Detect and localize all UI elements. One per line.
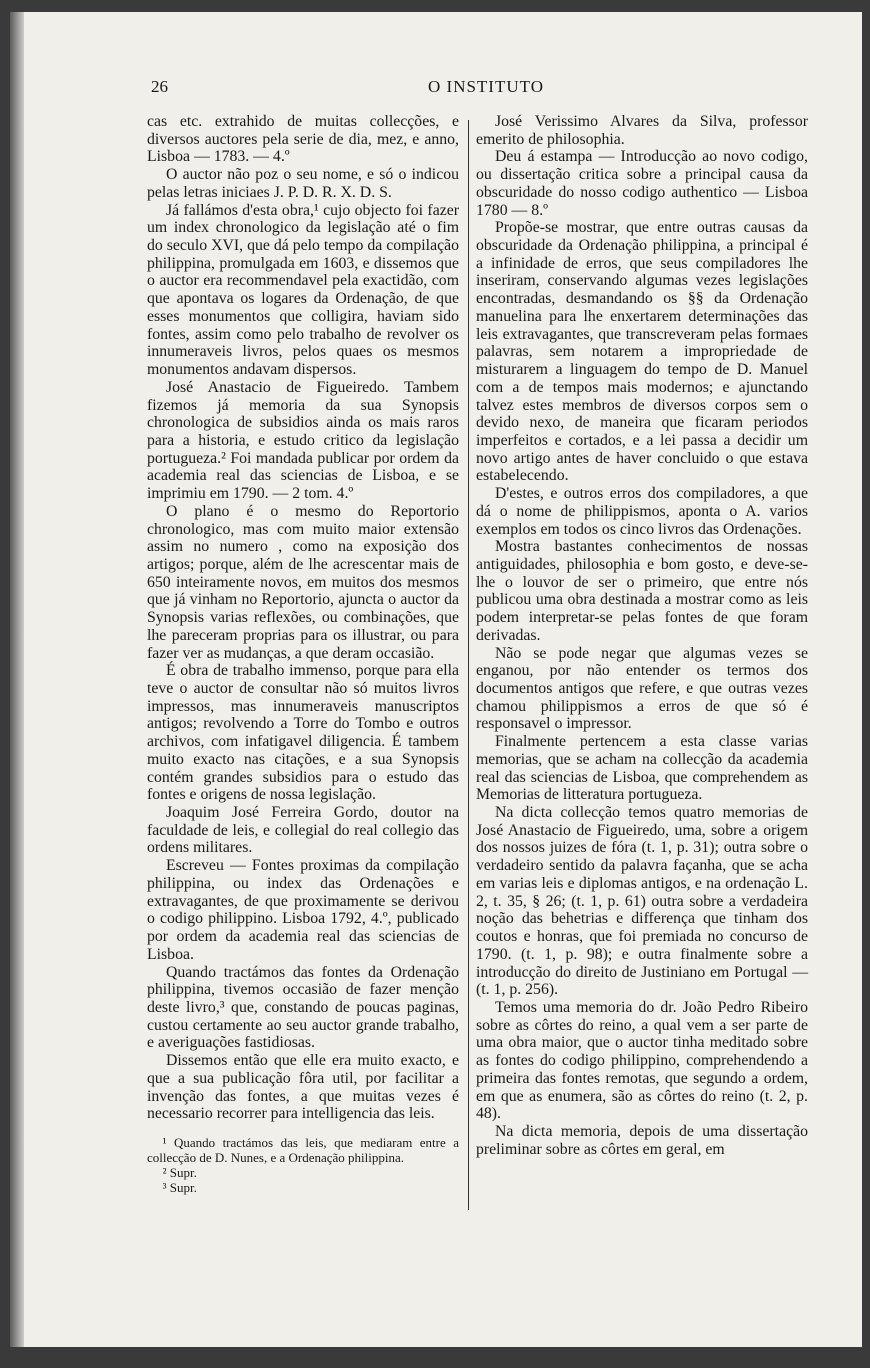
paragraph: cas etc. extrahido de muitas collecções, e diversos auctores pela serie de dia, mez, e anno, Lisboa — 1783. — 4.º xyxy=(147,113,459,166)
paragraph: Deu á estampa — Introducção ao novo codigo, ou dissertação critica sobre a principal causa da obscuridade do nosso codigo authentico — Lisboa 1780 — 8.º xyxy=(476,148,808,219)
left-column xyxy=(147,113,459,1195)
page-number: 26 xyxy=(151,77,168,96)
paragraph: José Verissimo Alvares da Silva, professor emerito de philosophia. xyxy=(476,113,808,148)
paragraph: O auctor não poz o seu nome, e só o indicou pelas letras iniciaes J. P. D. R. X. D. S. xyxy=(147,166,459,201)
paragraph: É obra de trabalho immenso, porque para ella teve o auctor de consultar não só muitos livros impressos, mas innumeraveis manuscriptos antigos; revolvendo a Torre do Tombo e outros archivos, com infatigavel diligencia. É tambem muito exacto nas citações, e a sua Synopsis contém grandes subsidios para o estudo das fontes e origens de nossa legislação. xyxy=(147,662,459,804)
paragraph: Quando tractámos das fontes da Ordenação philippina, tivemos occasião de fazer menção deste livro,³ que, constando de poucas paginas, custou certamente ao seu auctor grande trabalho, e averiguações fastidiosas. xyxy=(147,963,459,1052)
paragraph: Não se pode negar que algumas vezes se enganou, por não entender os termos dos documentos antigos que refere, e que outras vezes chamou philippismos a erros de que só é responsavel o impressor. xyxy=(476,644,808,733)
footnote: ³ Supr. xyxy=(162,1179,197,1195)
paragraph: O plano é o mesmo do Reportorio chronologico, mas com muito maior extensão assim no numero , como na exposição dos artigos; porque, além de lhe acrescentar mais de 650 inteiramente novos, em muitos dos mesmos que já vinham no Reportorio, ajuncta o auctor da Synopsis varias reflexões, ou combinações, que lhe pareceram proprias para os illustrar, ou para fazer ver as mudanças, a que deram occasião. xyxy=(147,502,459,662)
footnotes xyxy=(147,1135,459,1195)
paragraph: Na dicta collecção temos quatro memorias de José Anastacio de Figueiredo, uma, sobre a origem dos nossos juizes de fóra (t. 1, p. 31); outra sobre o verdadeiro sentido da palavra façanha, que se acha em varias leis e diplomas antigos, e na ordenação L. 2, t. 35, § 26; (t. 1, p. 61) outra sobre a verdadeira noção das behetrias e differença que tinham dos coutos e honras, que foi premiada no concurso de 1790. (t. 1, p. 98); e outra finalmente sobre a introducção do direito de Justiniano em Portugal — (t. 1, p. 256). xyxy=(476,804,808,999)
footnote: ¹ Quando tractámos das leis, que mediaram entre a collecção de D. Nunes, e a Ordenação philippina. xyxy=(147,1134,459,1165)
paragraph: Mostra bastantes conhecimentos de nossas antiguidades, philosophia e bom gosto, e deve-se-lhe o louvor de ser o primeiro, que entre nós publicou uma obra destinada a mostrar como as leis podem interpretar-se pelas fontes de que foram derivadas. xyxy=(476,538,808,644)
running-title: O INSTITUTO xyxy=(428,77,544,96)
paragraph: Finalmente pertencem a esta classe varias memorias, que se acham na collecção da academia real das sciencias de Lisboa, que comprehendem as Memorias de litteratura portugueza. xyxy=(476,733,808,804)
paragraph: José Anastacio de Figueiredo. Tambem fizemos já memoria da sua Synopsis chronologica de subsidios ainda os mais raros para a historia, e estudo critico da legislação portugueza.² Foi mandada publicar por ordem da academia real das sciencias de Lisboa, e se imprimiu em 1790. — 2 tom. 4.º xyxy=(147,378,459,503)
paragraph: Joaquim José Ferreira Gordo, doutor na faculdade de leis, e collegial do real collegio das ordens militares. xyxy=(147,804,459,857)
paragraph: D'estes, e outros erros dos compiladores, a que dá o nome de philippismos, aponta o A. varios exemplos em todos os cinco livros das Ordenações. xyxy=(476,485,808,538)
column-rule xyxy=(468,120,469,1210)
paragraph: Já fallámos d'esta obra,¹ cujo objecto foi fazer um index chronologico da legislação até o fim do seculo XVI, que dá pelo tempo da compilação philippina, promulgada em 1603, e dissemos que o auctor era recommendavel pela exactidão, com que apontava os logares da Ordenação, de que esses monumentos que colligira, haviam sido fontes, assim como pelo trabalho de revolver os innumeraveis livros, pelos quaes os mesmos monumentos andavam dispersos. xyxy=(147,201,459,379)
paragraph: Dissemos então que elle era muito exacto, e que a sua publicação fôra util, por facilitar a invenção das fontes, a que muitas vezes é necessario recorrer para intelligencia das leis. xyxy=(147,1052,459,1123)
paragraph: Escreveu — Fontes proximas da compilação philippina, ou index das Ordenações e extravagantes, de que proximamente se derivou o codigo philippino. Lisboa 1792, 4.º, publicado por ordem da academia real das sciencias de Lisboa. xyxy=(147,857,459,963)
paragraph: Temos uma memoria do dr. João Pedro Ribeiro sobre as côrtes do reino, a qual vem a ser parte de uma obra maior, que o auctor tinha meditado sobre as fontes do codigo philippino, comprehendendo a primeira das fontes remotas, que segundo a ordem, em que as enumera, são as côrtes do reino (t. 2, p. 48). xyxy=(476,998,808,1123)
right-column xyxy=(476,113,808,1158)
paragraph: Na dicta memoria, depois de uma dissertação preliminar sobre as côrtes em geral, em xyxy=(476,1122,808,1158)
footnote: ² Supr. xyxy=(162,1164,197,1180)
paragraph: Propõe-se mostrar, que entre outras causas da obscuridade da Ordenação philippina, a principal é a infinidade de erros, que seus compiladores lhe inseriram, conservando algumas vezes legislações encontradas, desmandando os §§ da Ordenação manuelina para lhe enxertarem determinações das leis extravagantes, que transcreveram pelas formaes palavras, sem notarem a impropriedade de misturarem a linguagem do tempo de D. Manuel com a de tempos mais modernos; e ajunctando talvez estes membros de diversos corpos sem o devido nexo, de maneira que ficaram periodos imperfeitos e cortados, e a lei passa a decidir um novo artigo antes de haver concluido o que estava estabelecendo. xyxy=(476,219,808,485)
book-page xyxy=(10,12,862,1347)
binding-gutter xyxy=(10,12,24,1347)
